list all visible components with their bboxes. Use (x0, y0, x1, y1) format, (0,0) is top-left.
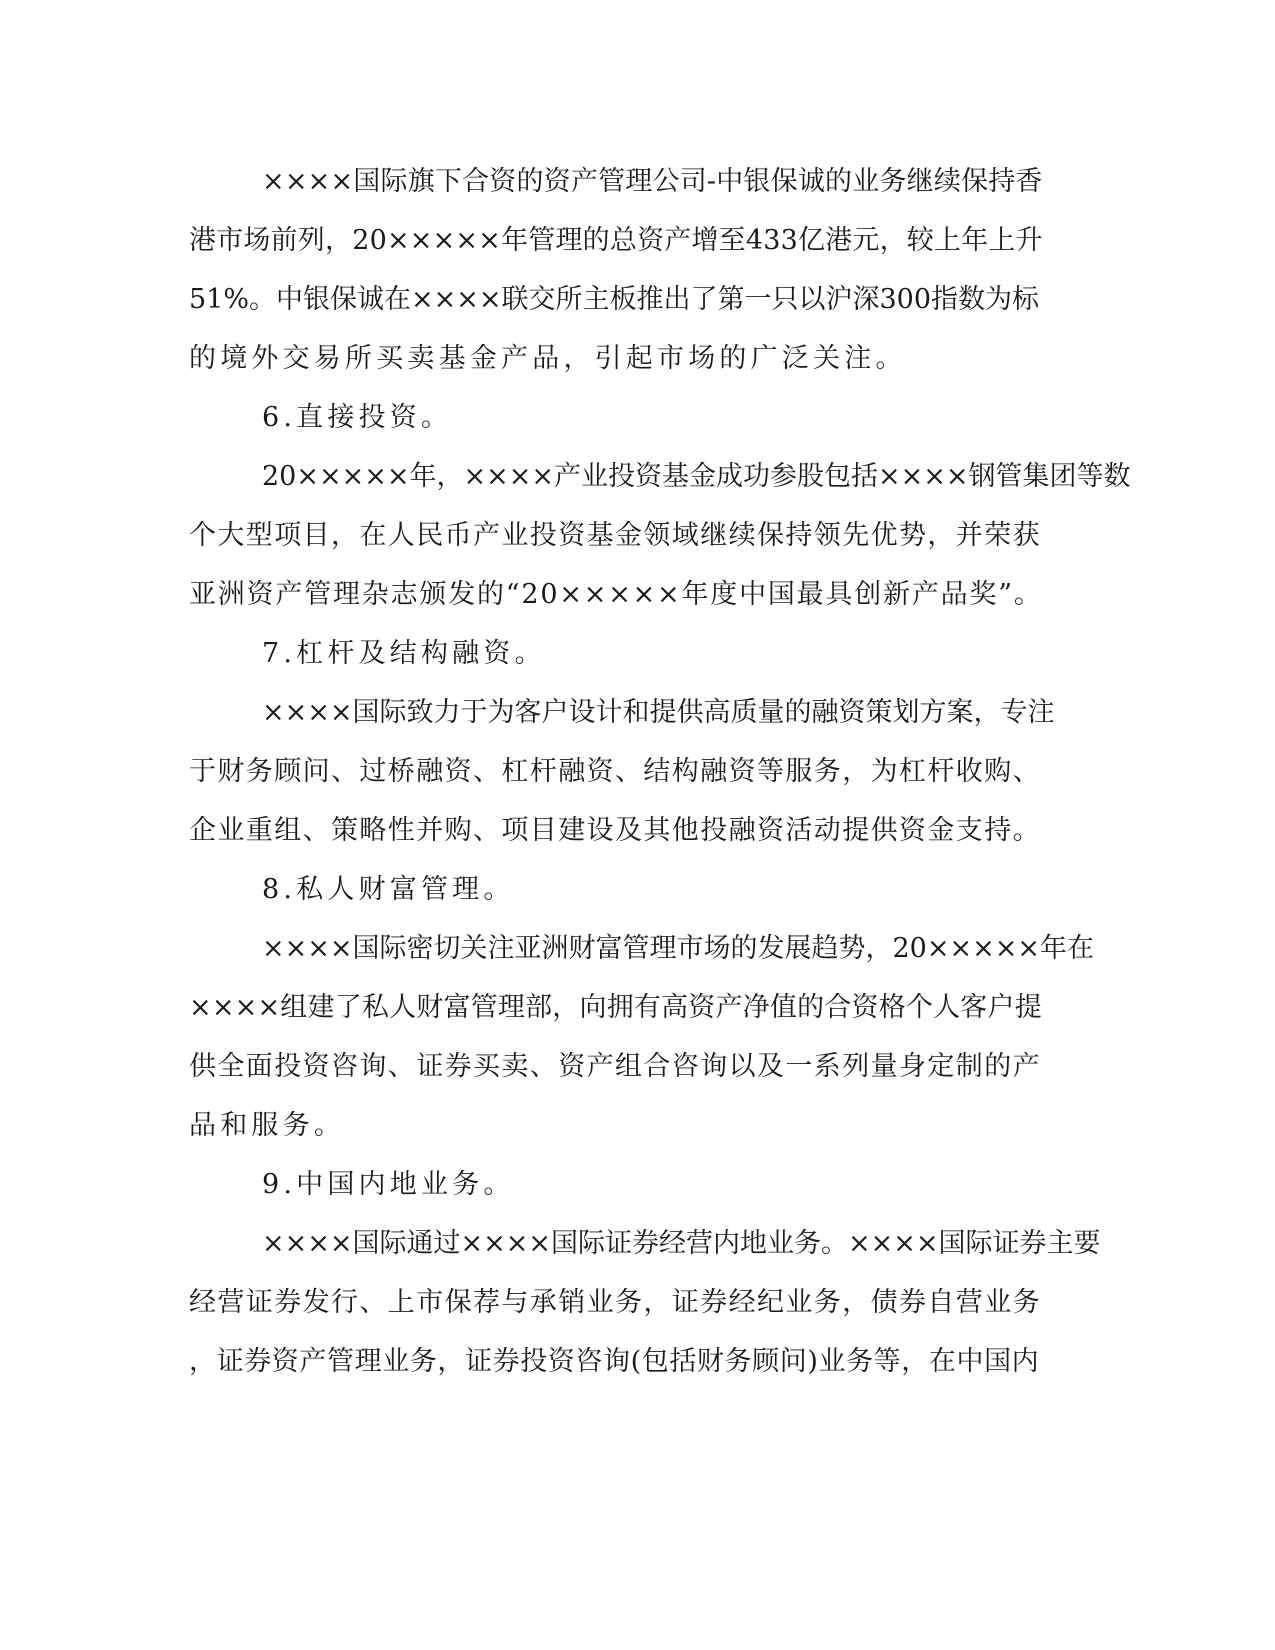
body-text-line: 于财务顾问、过桥融资、杠杆融资、结构融资等服务，为杠杆收购、 (189, 756, 1041, 787)
body-text-line: 企业重组、策略性并购、项目建设及其他投融资活动提供资金支持。 (189, 815, 1041, 846)
section-heading: 8.私人财富管理。 (262, 874, 515, 905)
body-text-line: 20×××××年，××××产业投资基金成功参股包括××××钢管集团等数 (262, 461, 1131, 492)
body-text-line: ，证券资产管理业务，证券投资咨询(包括财务顾问)业务等，在中国内 (189, 1346, 1040, 1377)
body-text-line: 个大型项目，在人民币产业投资基金领域继续保持领先优势，并荣获 (189, 520, 1041, 551)
body-text-line: 亚洲资产管理杂志颁发的“20×××××年度中国最具创新产品奖”。 (189, 579, 1043, 610)
body-text-line: ××××国际密切关注亚洲财富管理市场的发展趋势，20×××××年在 (262, 933, 1094, 964)
body-text-line: ××××国际通过××××国际证券经营内地业务。××××国际证券主要 (262, 1228, 1101, 1259)
body-text-line: 港市场前列，20×××××年管理的总资产增至433亿港元，较上年上升 (189, 225, 1043, 256)
body-text-line: ××××组建了私人财富管理部，向拥有高资产净值的合资格个人客户提 (189, 992, 1042, 1023)
body-text-line: 经营证券发行、上市保荐与承销业务，证券经纪业务，债券自营业务 (189, 1287, 1041, 1318)
body-text-line: 供全面投资咨询、证券买卖、资产组合咨询以及一系列量身定制的产 (189, 1051, 1041, 1082)
section-heading: 6.直接投资。 (262, 402, 453, 433)
body-text-line: ××××国际旗下合资的资产管理公司-中银保诚的业务继续保持香 (262, 166, 1043, 197)
body-text-line: 51%。中银保诚在××××联交所主板推出了第一只以沪深300指数为标 (189, 284, 1040, 315)
section-heading: 7.杠杆及结构融资。 (262, 638, 546, 669)
body-text-line: 的境外交易所买卖基金产品，引起市场的广泛关注。 (189, 343, 907, 374)
section-heading: 9.中国内地业务。 (262, 1169, 515, 1200)
body-text-line: ××××国际致力于为客户设计和提供高质量的融资策划方案，专注 (262, 697, 1055, 728)
body-text-line: 品和服务。 (189, 1110, 345, 1141)
